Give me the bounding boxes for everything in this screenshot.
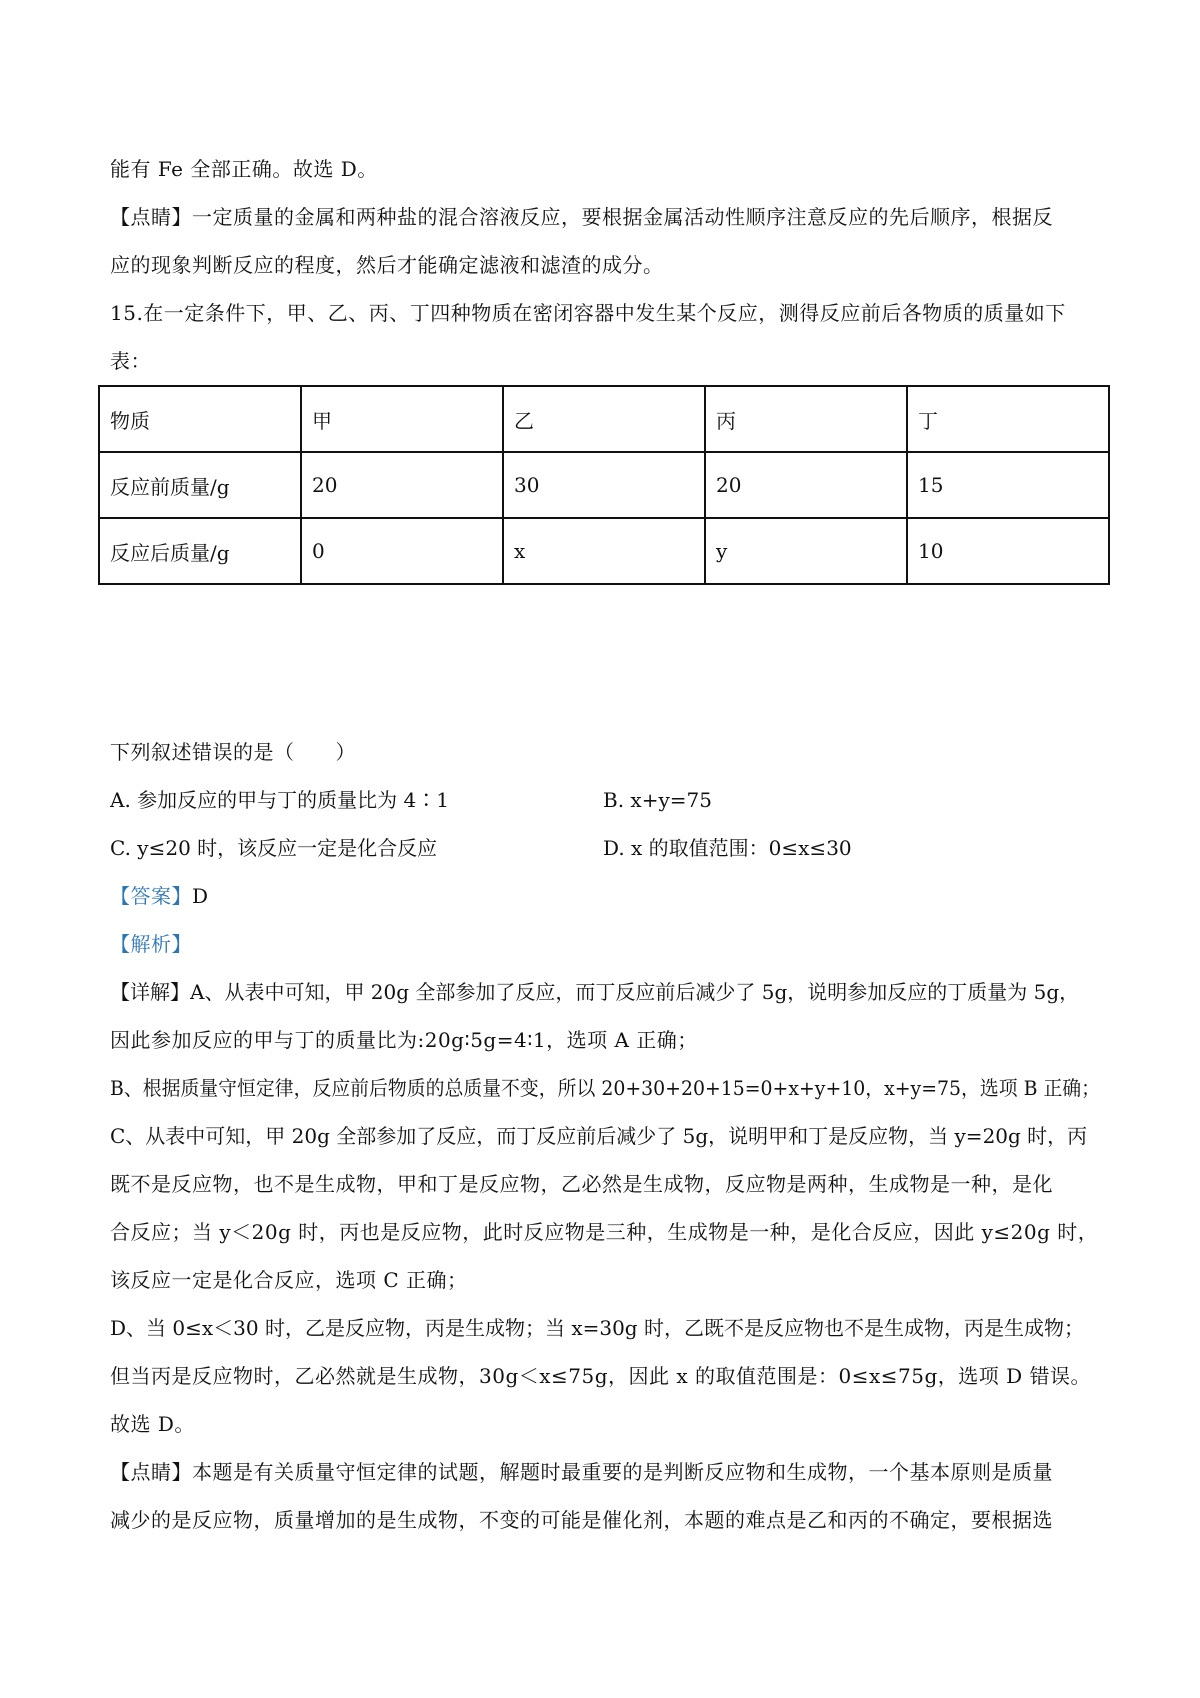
detail-line: 合反应；当 y＜20g 时，丙也是反应物，此时反应物是三种，生成物是一种，是化合反应，因此 y≤20g 时，: [110, 1220, 1099, 1244]
table-header-cell: 丁: [907, 386, 1109, 452]
option-a: A. 参加反应的甲与丁的质量比为 4∶1: [110, 788, 449, 812]
detail-line: 因此参加反应的甲与丁的质量比为:20g∶5g=4∶1，选项 A 正确；: [110, 1028, 698, 1052]
option-c: C. y≤20 时，该反应一定是化合反应: [110, 836, 438, 860]
detail-line: 故选 D。: [110, 1412, 195, 1436]
detail-line: D、当 0≤x＜30 时，乙是反应物，丙是生成物；当 x=30g 时，乙既不是反应物也不是生成物，丙是生成物；: [110, 1316, 1084, 1340]
table-cell: y: [705, 518, 907, 584]
tip-line: 减少的是反应物，质量增加的是生成物，不变的可能是催化剂，本题的难点是乙和丙的不确定，要根据选: [110, 1508, 1053, 1532]
detail-line: B、根据质量守恒定律，反应前后物质的总质量不变，所以 20+30+20+15=0+x+y+10，x+y=75，选项 B 正确；: [110, 1076, 1101, 1100]
table-header-row: [99, 386, 1109, 452]
detail-line: 既不是反应物，也不是生成物，甲和丁是反应物，乙必然是生成物，反应物是两种，生成物是一种，是化: [110, 1172, 1053, 1196]
answer-value: D: [192, 884, 209, 908]
table-cell: 10: [907, 518, 1109, 584]
table-cell: 0: [301, 518, 503, 584]
answer-label: 【答案】: [110, 884, 192, 908]
table-cell: 反应前质量/g: [99, 452, 301, 518]
mass-table: [98, 385, 1110, 585]
text-line: 表：: [110, 349, 151, 373]
detail-line: 【详解】A、从表中可知，甲 20g 全部参加了反应，而丁反应前后减少了 5g，说明参加反应的丁质量为 5g，: [110, 980, 1080, 1004]
table-header-cell: 丙: [705, 386, 907, 452]
table-row: [99, 452, 1109, 518]
analysis-label: 【解析】: [110, 932, 192, 956]
table-header-cell: 物质: [99, 386, 301, 452]
detail-line: 该反应一定是化合反应，选项 C 正确；: [110, 1268, 468, 1292]
text-line: 能有 Fe 全部正确。故选 D。: [110, 157, 378, 181]
table-cell: 反应后质量/g: [99, 518, 301, 584]
table-cell: 20: [301, 452, 503, 518]
table-cell: 20: [705, 452, 907, 518]
question-title: 15.在一定条件下，甲、乙、丙、丁四种物质在密闭容器中发生某个反应，测得反应前后各物质的质量如下: [110, 301, 1066, 325]
tip-line: 【点睛】一定质量的金属和两种盐的混合溶液反应，要根据金属活动性顺序注意反应的先后顺序，根据反: [110, 205, 1053, 229]
table-cell: 30: [503, 452, 705, 518]
tip-line: 【点睛】本题是有关质量守恒定律的试题，解题时最重要的是判断反应物和生成物，一个基本原则是质量: [110, 1460, 1053, 1484]
table-cell: x: [503, 518, 705, 584]
detail-line: 但当丙是反应物时，乙必然就是生成物，30g＜x≤75g，因此 x 的取值范围是：0≤x≤75g，选项 D 错误。: [110, 1364, 1092, 1388]
table-header-cell: 乙: [503, 386, 705, 452]
table-header-cell: 甲: [301, 386, 503, 452]
answer-line: [110, 882, 209, 910]
option-d: D. x 的取值范围：0≤x≤30: [603, 836, 852, 860]
table-cell: 15: [907, 452, 1109, 518]
table-row: [99, 518, 1109, 584]
detail-line: C、从表中可知，甲 20g 全部参加了反应，而丁反应前后减少了 5g，说明甲和丁是反应物，当 y=20g 时，丙: [110, 1124, 1088, 1148]
text-line: 应的现象判断反应的程度，然后才能确定滤液和滤渣的成分。: [110, 253, 664, 277]
question-stem: 下列叙述错误的是（ ）: [110, 740, 356, 764]
option-b: B. x+y=75: [603, 788, 712, 812]
